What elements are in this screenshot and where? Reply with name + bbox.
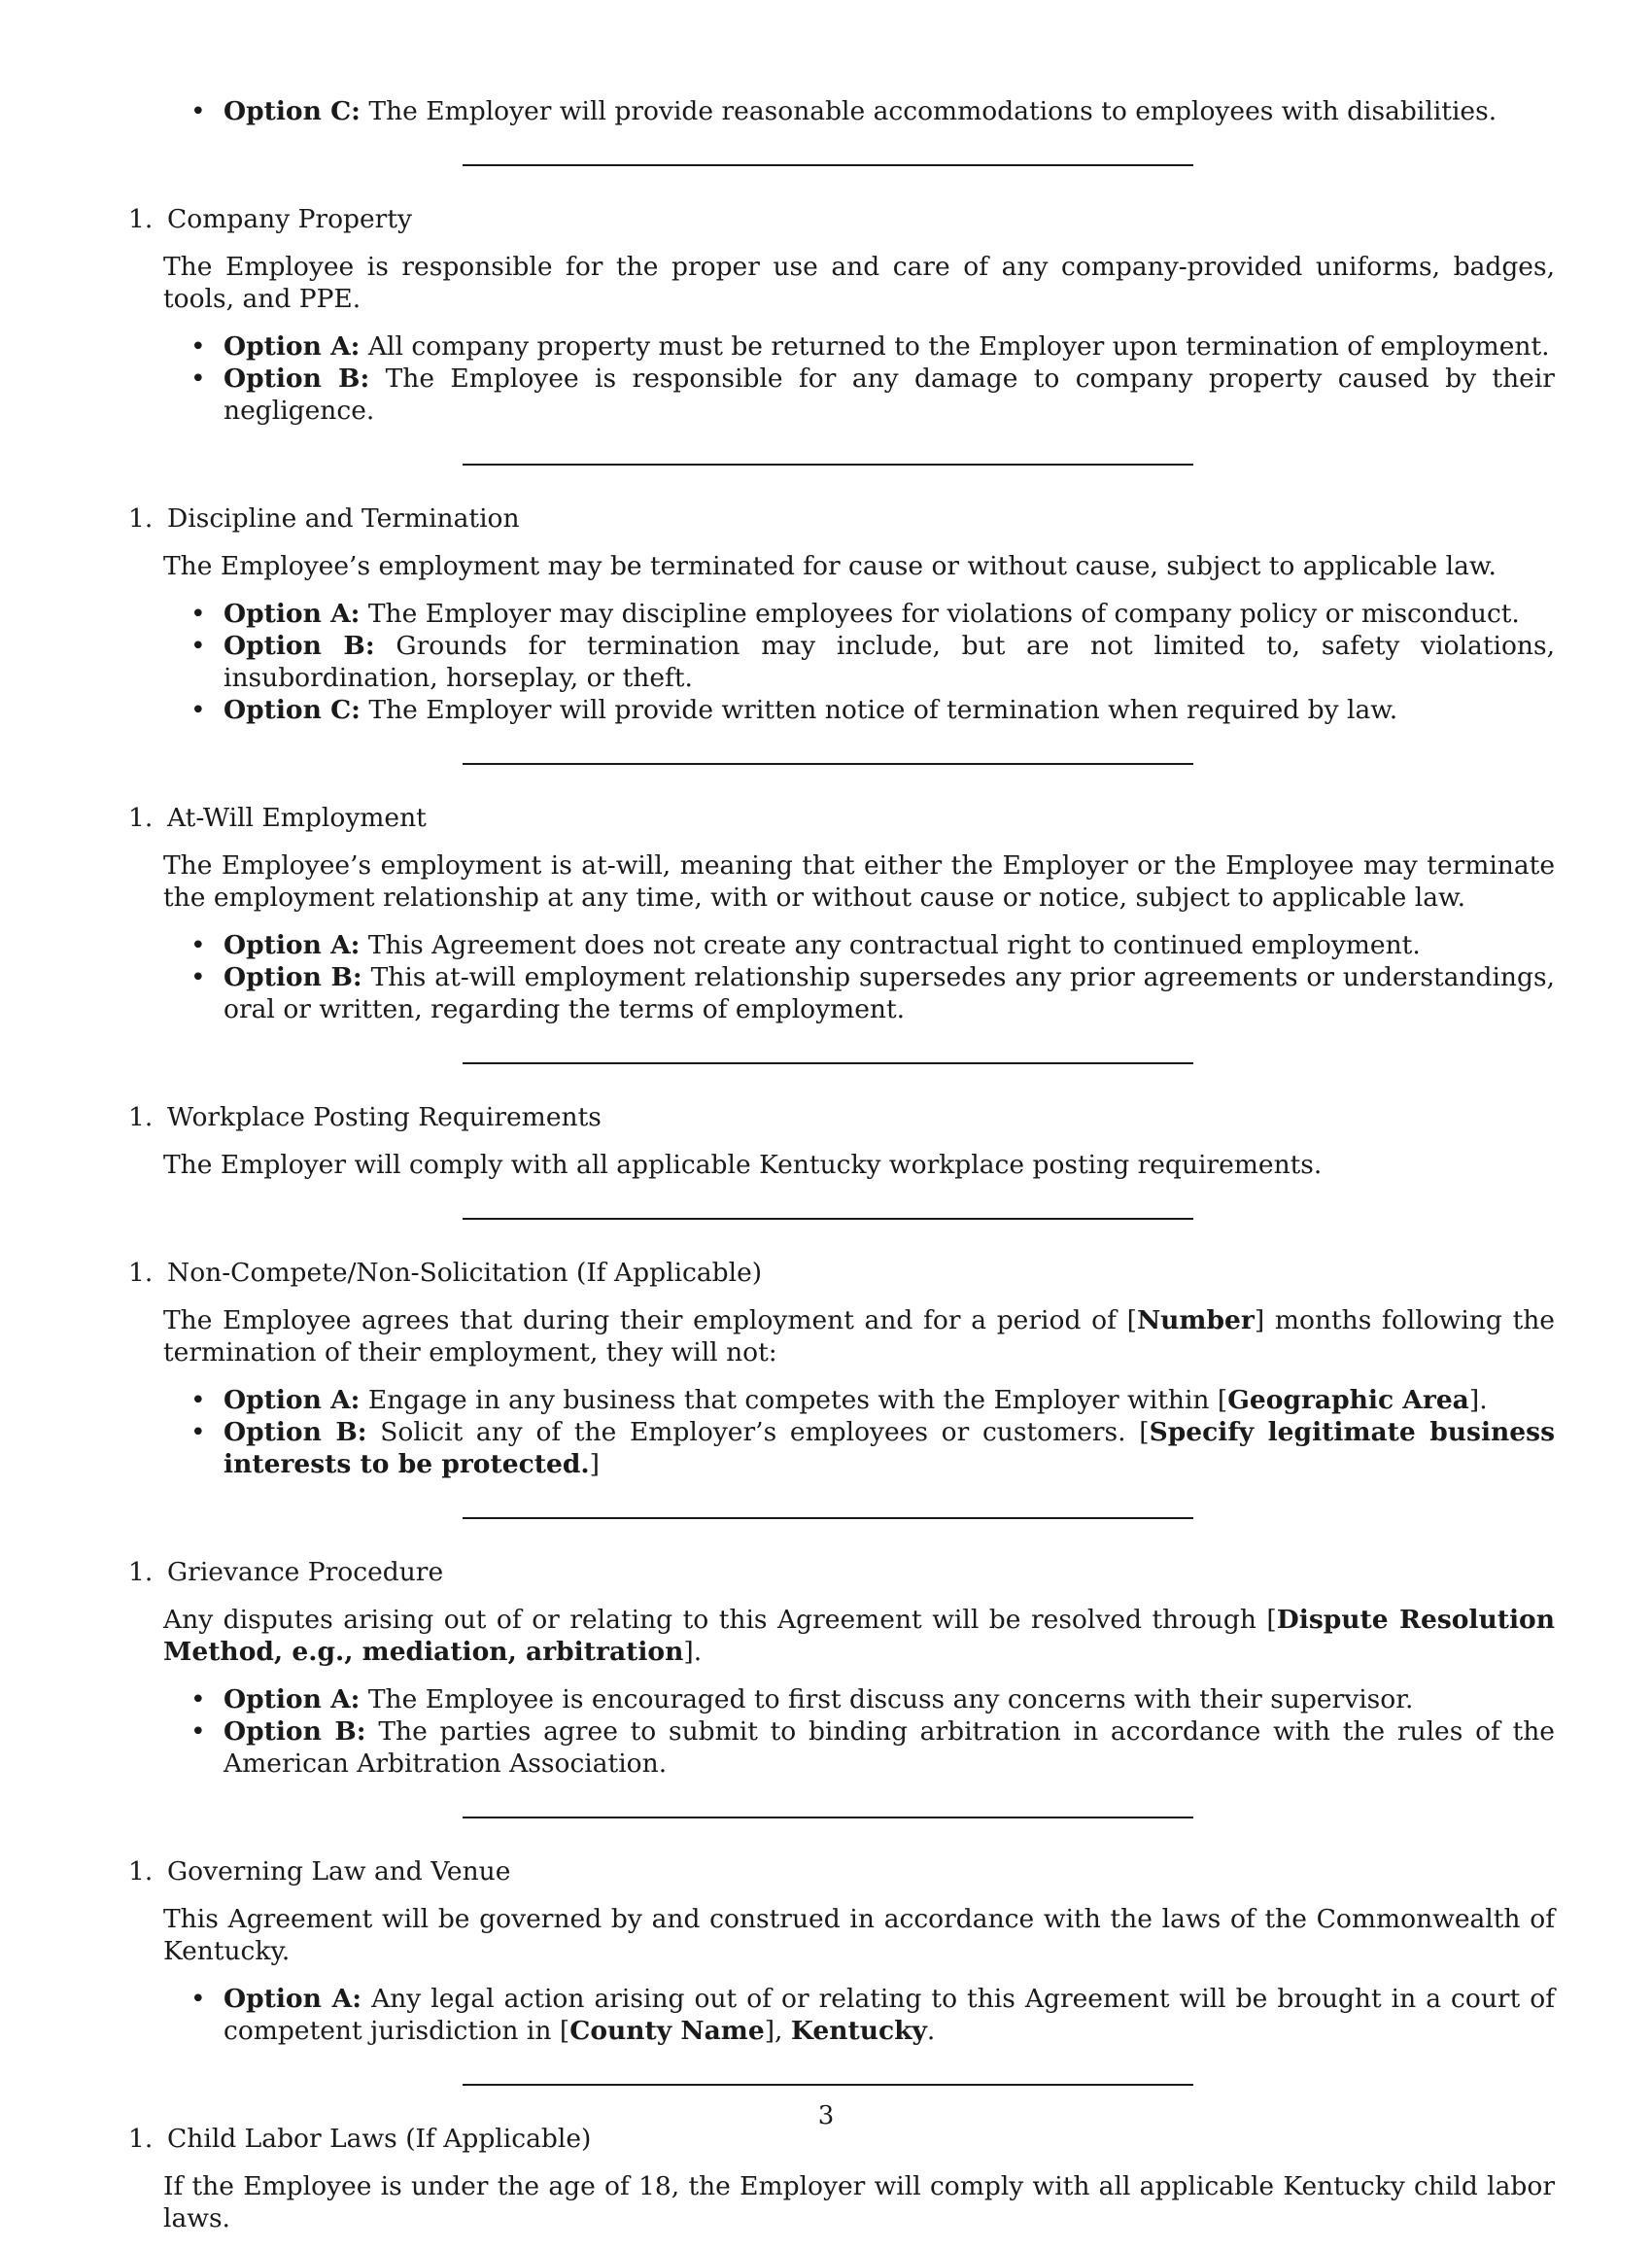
section-divider	[463, 1218, 1193, 1220]
section-heading: 1. Company Property	[128, 204, 412, 234]
option-item: • Option A: The Employee is encouraged to first discuss any concerns with their supervisor.	[163, 1683, 1555, 1715]
option-item: • Option B: This at-will employment relationship supersedes any prior agreements or understandings, oral or written, regarding the terms of employment.	[163, 961, 1555, 1025]
page-number: 3	[817, 2101, 835, 2130]
placeholder-field: Number	[1136, 1305, 1255, 1335]
option-item: • Option B: The parties agree to submit to binding arbitration in accordance with the rules of the American Arbitration Association.	[163, 1715, 1555, 1780]
section-heading: 1. Child Labor Laws (If Applicable)	[128, 2124, 592, 2154]
section-heading: 1. At-Will Employment	[128, 803, 427, 833]
section-child-labor	[128, 2123, 1555, 2234]
option-item: • Option A: All company property must be returned to the Employer upon termination of employment.	[163, 330, 1555, 363]
option-list	[163, 330, 1555, 427]
option-item: • Option C: The Employer will provide written notice of termination when required by law.	[163, 694, 1555, 726]
placeholder-field: Specify legitimate business interests to be protected.	[224, 1417, 1555, 1479]
option-item: • Option A: This Agreement does not create any contractual right to continued employment.	[163, 929, 1555, 961]
option-item: • Option B: Solicit any of the Employer’s employees or customers. [Specify legitimate business interests to be protected.]	[163, 1416, 1555, 1480]
section-divider	[463, 1817, 1193, 1818]
section-at-will-employment	[128, 802, 1555, 1025]
section-body: The Employee is responsible for the proper use and care of any company-provided uniforms, badges, tools, and PPE.	[163, 252, 1555, 314]
section-body: The Employee’s employment is at-will, meaning that either the Employer or the Employee may terminate the employment relationship at any time, with or without cause or notice, subject to applicable law.	[163, 850, 1555, 913]
section-grievance-procedure	[128, 1556, 1556, 1780]
section-body: This Agreement will be governed by and construed in accordance with the laws of the Commonwealth of Kentucky.	[163, 1904, 1555, 1966]
document-page	[128, 95, 1556, 2250]
section-body: If the Employee is under the age of 18, the Employer will comply with all applicable Kentucky child labor laws.	[163, 2171, 1555, 2233]
section-heading: 1. Discipline and Termination	[128, 503, 520, 534]
placeholder-field: Geographic Area	[1227, 1385, 1469, 1415]
section-governing-law	[128, 1855, 1555, 2047]
section-company-property	[128, 203, 1555, 427]
section-divider	[463, 763, 1193, 765]
option-list	[163, 1683, 1555, 1780]
section-body: The Employer will comply with all applicable Kentucky workplace posting requirements.	[163, 1150, 1323, 1180]
option-list	[163, 929, 1555, 1025]
section-heading: 1. Grievance Procedure	[128, 1557, 444, 1587]
section-body: Any disputes arising out of or relating to this Agreement will be resolved through [Dispute Resolution Method, e.g., mediation, arbitration].	[163, 1605, 1556, 1667]
option-item: • Option B: The Employee is responsible for any damage to company property caused by their negligence.	[163, 363, 1555, 427]
section-heading: 1. Non-Compete/Non-Solicitation (If Applicable)	[128, 1258, 763, 1288]
option-list	[163, 598, 1555, 726]
option-item: • Option A: The Employer may discipline employees for violations of company policy or misconduct.	[163, 598, 1555, 630]
option-item: • Option B: Grounds for termination may include, but are not limited to, safety violations, insubordination, horseplay, or theft.	[163, 630, 1555, 694]
placeholder-field: Kentucky	[790, 2016, 927, 2046]
option-list	[163, 1983, 1555, 2047]
section-divider	[463, 464, 1193, 466]
placeholder-field: Dispute Resolution Method, e.g., mediation, arbitration	[163, 1605, 1556, 1667]
option-item: • Option C: The Employer will provide reasonable accommodations to employees with disabilities.	[163, 95, 1555, 127]
section-body: The Employee agrees that during their employment and for a period of [Number] months following the termination of their employment, they will not:	[163, 1305, 1555, 1367]
option-item: • Option A: Engage in any business that competes with the Employer within [Geographic Area].	[163, 1384, 1555, 1416]
section-heading: 1. Governing Law and Venue	[128, 1856, 511, 1887]
placeholder-field: County Name	[569, 2016, 765, 2046]
lead-option-list	[163, 95, 1555, 127]
section-divider	[463, 1062, 1193, 1064]
section-workplace-posting	[128, 1101, 1555, 1181]
section-non-compete	[128, 1257, 1555, 1480]
option-list	[163, 1384, 1555, 1480]
section-discipline-termination	[128, 502, 1555, 726]
section-divider	[463, 1517, 1193, 1519]
section-heading: 1. Workplace Posting Requirements	[128, 1102, 602, 1132]
section-divider	[463, 2084, 1193, 2086]
option-item: • Option A: Any legal action arising out of or relating to this Agreement will be brought in a court of competent jurisdiction in [County Name], Kentucky.	[163, 1983, 1555, 2047]
section-body: The Employee’s employment may be terminated for cause or without cause, subject to applicable law.	[163, 551, 1497, 581]
section-divider	[463, 164, 1193, 166]
